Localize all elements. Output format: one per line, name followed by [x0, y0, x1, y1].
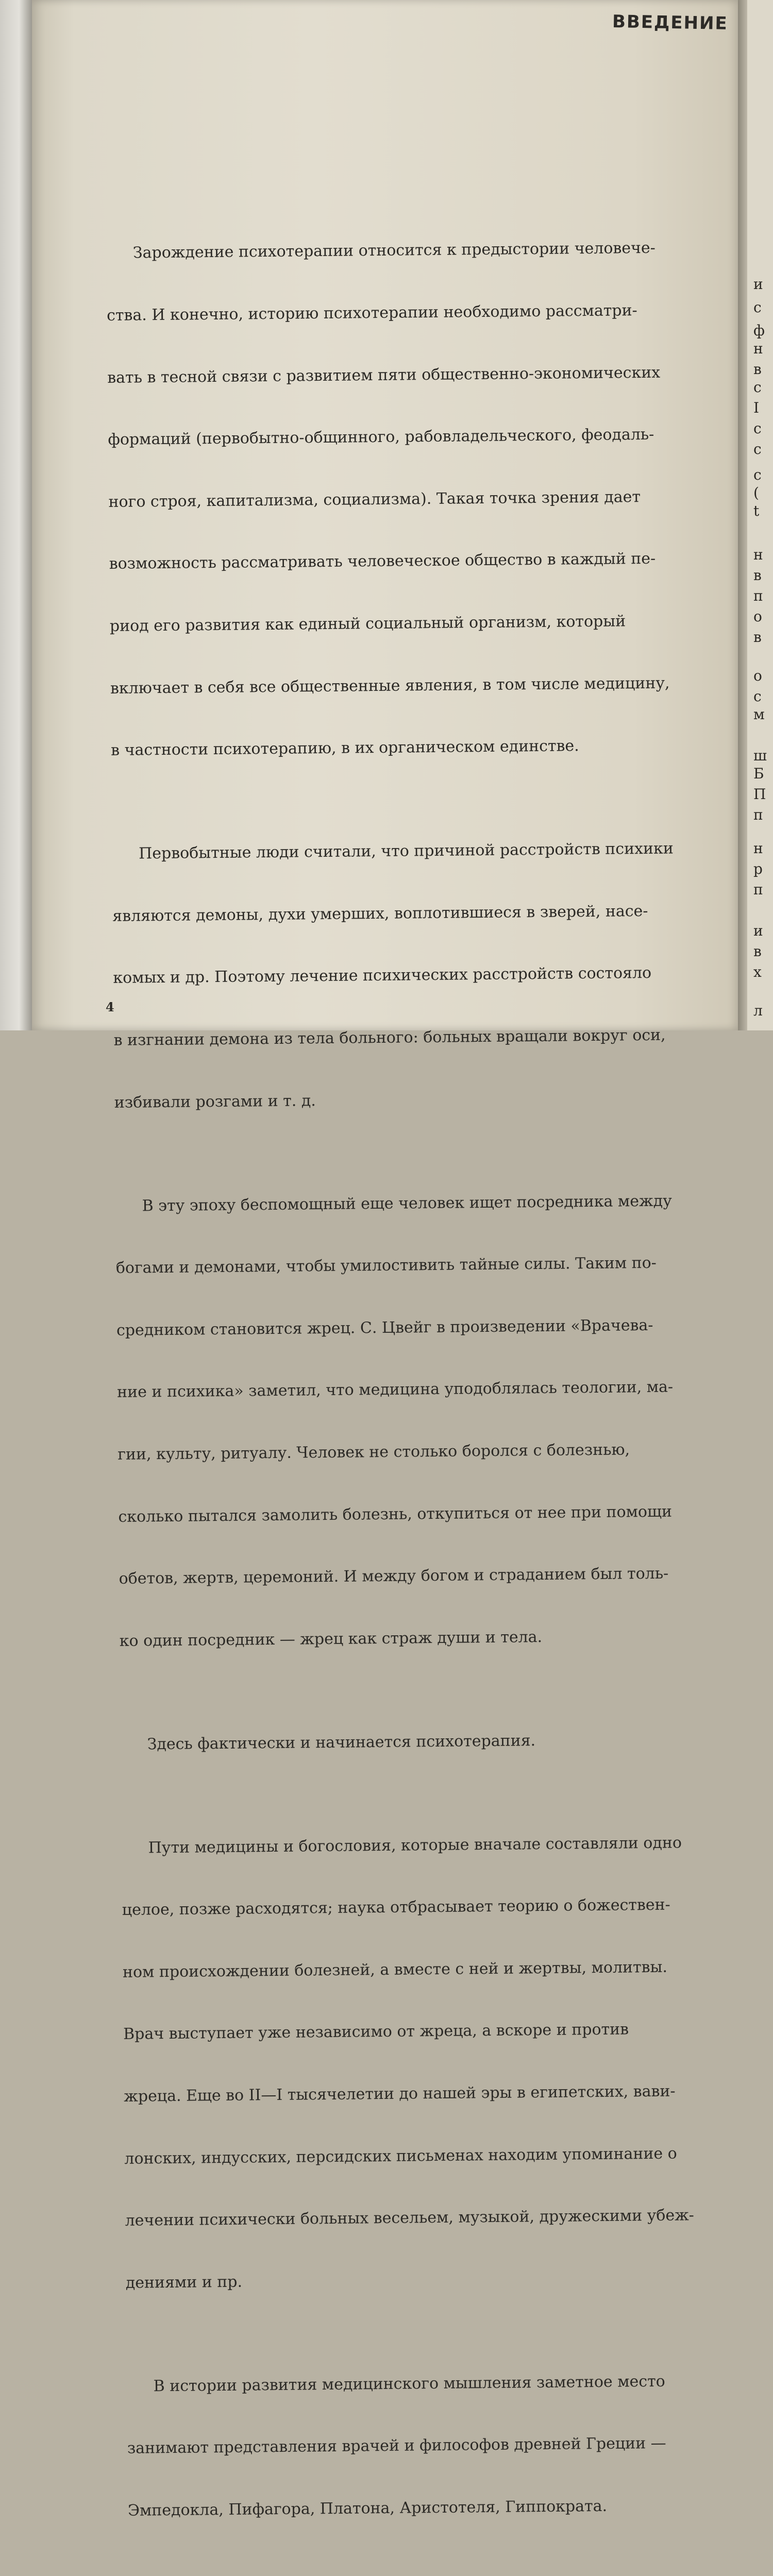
text-line: занимают представления врачей и философов древней Греции —	[127, 2434, 666, 2458]
next-page-fragment: с	[753, 299, 762, 316]
text-line: включает в себя все общественные явления, в том числе медицину,	[110, 674, 670, 698]
text-line: богами и демонами, чтобы умилостивить тайные силы. Таким по-	[115, 1253, 657, 1278]
page-number: 4	[106, 999, 114, 1014]
next-page-fragment: в	[753, 629, 762, 646]
text-line: Пути медицины и богословия, которые вначале составляли одно	[148, 1834, 682, 1857]
next-page-fragment: ф	[753, 322, 765, 339]
next-page-fragment: в	[753, 567, 762, 584]
next-page-fragment: с	[753, 466, 762, 483]
text-line: лонских, индусских, персидских письменах находим упоминание о	[124, 2144, 677, 2168]
adjacent-page-edge	[0, 0, 32, 1030]
next-page-fragment: п	[753, 806, 763, 823]
chapter-heading: ВВЕДЕНИЕ	[612, 11, 729, 34]
paragraph	[121, 1791, 745, 2335]
book-gutter	[738, 0, 747, 1030]
text-line: Здесь фактически и начинается психотерапия.	[147, 1731, 536, 1754]
text-line: являются демоны, духи умерших, воплотившиеся в зверей, насе-	[112, 902, 648, 925]
text-line: формаций (первобытно-общинного, рабовладельческого, феодаль-	[108, 425, 654, 449]
next-page-fragment: о	[753, 667, 762, 684]
text-line: риод его развития как единый социальный организм, который	[109, 612, 626, 635]
text-line: ства. И конечно, историю психотерапии необходимо рассматри-	[106, 301, 637, 325]
paragraph	[115, 1149, 738, 1693]
text-line: возможность рассматривать человеческое общество в каждый пе-	[109, 550, 656, 573]
text-line: сколько пытался замолить болезнь, откупиться от нее при помощи	[118, 1502, 673, 1526]
text-line: вать в тесной связи с развитием пяти общественно-экономических	[107, 363, 661, 387]
next-page-fragment: ш	[753, 747, 767, 764]
text-line: жреца. Еще во II—I тысячелетии до нашей эры в египетских, вави-	[124, 2082, 676, 2106]
next-page-fragment: н	[753, 340, 763, 357]
next-page-fragment: в	[753, 361, 762, 378]
text-line: в изгнании демона из тела больного: больных вращали вокруг оси,	[113, 1026, 666, 1049]
next-page-fragment: в	[753, 943, 762, 960]
text-line: Зарождение психотерапии относится к предыстории человече-	[132, 239, 656, 262]
paragraph	[126, 2329, 747, 2563]
text-line: гии, культу, ритуалу. Человек не столько боролся с болезнью,	[117, 1440, 630, 1464]
text-line: лечении психически больных весельем, музыкой, дружескими убеж-	[125, 2206, 695, 2230]
text-line: средником становится жрец. С. Цвейг в произведении «Врачева-	[116, 1316, 653, 1340]
next-page-fragment: р	[753, 860, 763, 877]
next-page-fragment: п	[753, 587, 763, 604]
next-page-fragment: с	[753, 420, 762, 437]
next-page-fragment: и	[753, 276, 763, 293]
text-line: обетов, жертв, церемоний. И между богом и страданием был толь-	[119, 1564, 669, 1588]
text-line: В истории развития медицинского мышления заметное место	[153, 2372, 665, 2396]
text-line: ного строя, капитализма, социализма). Такая точка зрения дает	[108, 487, 641, 511]
next-page-fragment: П	[753, 786, 766, 803]
next-page-fragment: t	[753, 502, 760, 519]
next-page-fragment: п	[753, 881, 763, 898]
text-line: Эмпедокла, Пифагора, Платона, Аристотеля, Гиппократа.	[127, 2497, 608, 2520]
text-line: Врач выступает уже независимо от жреца, а вскоре и против	[123, 2020, 629, 2044]
text-line: дениями и пр.	[125, 2273, 243, 2292]
next-page-fragment: л	[753, 1002, 763, 1019]
next-page-fragment: с	[753, 688, 762, 705]
next-page-fragment: м	[753, 706, 765, 723]
paragraph	[106, 196, 730, 802]
text-line: Первобытные люди считали, что причиной расстройств психики	[138, 839, 674, 863]
next-page-fragment: и	[753, 922, 763, 939]
body-text	[106, 196, 750, 2576]
text-line: ние и психика» заметил, что медицина уподоблялась теологии, ма-	[117, 1378, 674, 1402]
paragraph	[120, 1687, 740, 1797]
next-page-edge	[747, 0, 773, 1030]
text-line: В эту эпоху беспомощный еще человек ищет посредника между	[142, 1192, 672, 1215]
next-page-fragment: н	[753, 546, 763, 563]
next-page-fragment: Б	[753, 765, 764, 782]
next-page-fragment: I	[753, 399, 760, 416]
next-page-fragment: с	[753, 379, 762, 396]
next-page-fragment: х	[753, 963, 762, 980]
text-line: избивали розгами и т. д.	[114, 1091, 316, 1112]
paragraph	[111, 796, 733, 1155]
text-line: целое, позже расходятся; наука отбрасывает теорию о божествен-	[122, 1895, 670, 1920]
next-page-fragment: с	[753, 440, 762, 457]
text-line: ном происхождении болезней, а вместе с ней и жертвы, молитвы.	[122, 1958, 668, 1981]
next-page-fragment: (	[753, 484, 759, 501]
text-line: в частности психотерапию, в их органическом единстве.	[111, 737, 579, 760]
text-line: комых и др. Поэтому лечение психических расстройств состояло	[113, 964, 652, 988]
next-page-fragment: о	[753, 608, 762, 625]
text-line: ко один посредник — жрец как страж души и тела.	[119, 1628, 543, 1650]
next-page-fragment: н	[753, 840, 763, 857]
